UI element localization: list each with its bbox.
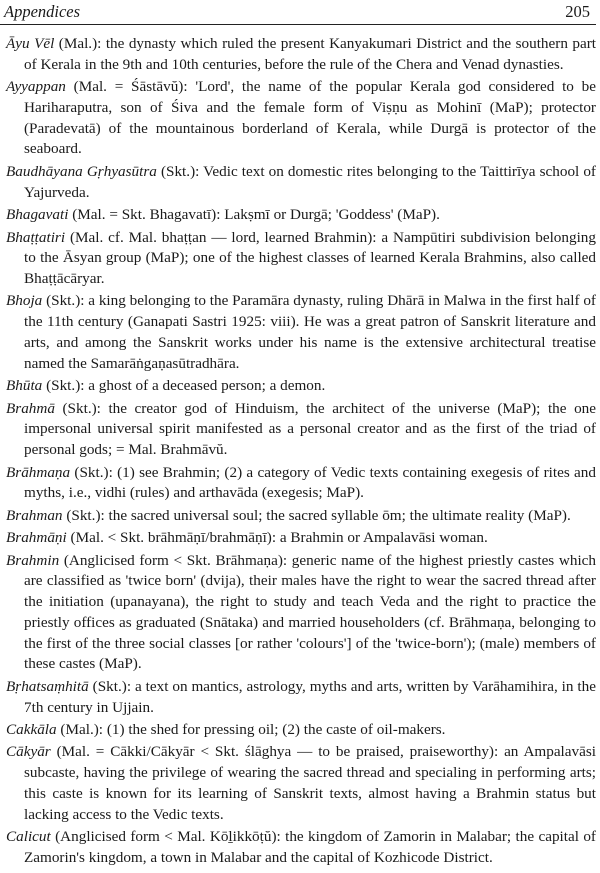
- glossary-entry: [6, 34, 596, 76]
- entry-definition: (Skt.): the creator god of Hinduism, the architect of the universe (MaP); the one impersonal universal spirit manifested as a personal creator and as the first of the triad of personal gods; = Mal. Brahmāvŭ.: [24, 399, 596, 459]
- entry-term: Baudhāyana Gṛhyasūtra: [6, 162, 157, 180]
- entry-term: Bhūta: [6, 377, 43, 395]
- section-title: Appendices: [4, 2, 81, 21]
- glossary-entry: [6, 228, 596, 290]
- glossary-entry: [6, 506, 596, 527]
- glossary-entry: [6, 720, 596, 741]
- header-rule: [0, 24, 596, 25]
- glossary-entry: [6, 463, 596, 505]
- glossary-entries: [6, 34, 596, 870]
- entry-term: Cakkāla: [6, 720, 57, 738]
- glossary-entry: [6, 77, 596, 160]
- glossary-entry: [6, 162, 596, 204]
- entry-term: Brahmā: [6, 399, 55, 417]
- entry-term: Brahmāṇi: [6, 529, 67, 547]
- entry-definition: (Mal.): the dynasty which ruled the present Kanyakumari District and the southern part of Kerala in the 9th and 10th centuries, before the rule of the Chera and Venad dynasties.: [24, 35, 596, 73]
- glossary-entry: [6, 205, 596, 226]
- glossary-entry: [6, 291, 596, 374]
- entry-term: Brahmin: [6, 551, 60, 569]
- entry-definition: (Skt.): Vedic text on domestic rites belonging to the Taittirīya school of Yajurveda.: [24, 162, 596, 201]
- glossary-entry: [6, 376, 596, 397]
- glossary-entry: [6, 742, 596, 825]
- running-head: [0, 0, 600, 22]
- entry-definition: (Skt.): a text on mantics, astrology, myths and arts, written by Varāhamihira, in the 7th century in Ujjain.: [24, 677, 596, 716]
- entry-term: Brahman: [6, 506, 63, 524]
- glossary-entry: [6, 827, 596, 869]
- entry-term: Bhaṭṭatiri: [6, 228, 66, 246]
- entry-definition: (Skt.): a king belonging to the Paramāra dynasty, ruling Dhārā in Malwa in the first half of the 11th century (Ganapati Sastri 1925: viii). He was a great patron of Sanskrit literature and arts, and among the Sanskrit works under his name is the extensive architectural treatise named the Samarāṅgaṇasūtradhāra.: [24, 292, 596, 372]
- entry-definition: (Mal. = Cākki/Cākyār < Skt. ślāghya — to be praised, praiseworthy): an Ampalavāsi subcaste, having the privilege of wearing the sacred thread and specialing in performing arts; this caste is known for its learning of Sanskrit texts, almost having a Brahmin status but lacking access to the Vedic texts.: [24, 743, 596, 823]
- entry-term: Cākyār: [6, 743, 51, 761]
- entry-term: Ayyappan: [6, 78, 66, 96]
- entry-definition: (Skt.): a ghost of a deceased person; a demon.: [42, 377, 326, 395]
- entry-term: Āyu Vēl: [6, 35, 55, 52]
- entry-term: Bṛhatsaṃhitā: [6, 677, 89, 695]
- glossary-entry: [6, 677, 596, 719]
- entry-term: Brāhmaṇa: [6, 463, 71, 481]
- entry-definition: (Skt.): (1) see Brahmin; (2) a category of Vedic texts containing exegesis of rites and myths, i.e., vidhi (rules) and arthavāda (exegesis; MaP).: [24, 463, 596, 502]
- entry-definition: (Mal. cf. Mal. bhaṭṭan — lord, learned Brahmin): a Nampūtiri subdivision belonging to the Āsyan group (MaP); one of the highest classes of learned Kerala Brahmins, also called Bhaṭṭācāryar.: [24, 228, 596, 287]
- entry-definition: (Mal. = Skt. Bhagavatī): Lakṣmī or Durgā; 'Goddess' (MaP).: [68, 206, 440, 224]
- glossary-entry: [6, 528, 596, 549]
- glossary-entry: [6, 551, 596, 676]
- entry-definition: (Mal.): (1) the shed for pressing oil; (2) the caste of oil-makers.: [56, 720, 446, 738]
- page-number: 205: [565, 2, 590, 21]
- entry-term: Bhagavati: [6, 206, 69, 224]
- entry-definition: (Mal. = Śāstāvŭ): 'Lord', the name of the popular Kerala god considered to be Hariharaputra, son of Śiva and the female form of Viṣṇu as Mohinī (MaP); protector (Paradevatā) of the mountainous borderland of Kerala, while Durgā is protector of the seaboard.: [24, 78, 596, 158]
- entry-definition: (Anglicised form < Mal. Kōḻikkōṭŭ): the kingdom of Zamorin in Malabar; the capital of Zamorin's kingdom, a town in Malabar and the capital of Kozhicode District.: [24, 828, 596, 866]
- entry-definition: (Mal. < Skt. brāhmāṇī/brahmāṇī): a Brahmin or Ampalavāsi woman.: [66, 529, 488, 547]
- entry-definition: (Anglicised form < Skt. Brāhmaṇa): generic name of the highest priestly castes which are classified as 'twice born' (dvija), their males have the right to wear the sacred thread after the initiation (upanayana), the right to study and teach Veda and the right to practice the priestly offices as graduated (Snātaka) and married householders (cf. Brāhmaṇa, belonging to the first of the three social classes [or rather 'colours'] of the 'twice-born'); (male) members of these castes (MaP).: [24, 551, 596, 673]
- entry-term: Calicut: [6, 828, 51, 846]
- entry-term: Bhoja: [6, 292, 43, 310]
- glossary-entry: [6, 399, 596, 461]
- entry-definition: (Skt.): the sacred universal soul; the sacred syllable ōm; the ultimate reality (MaP).: [62, 506, 571, 524]
